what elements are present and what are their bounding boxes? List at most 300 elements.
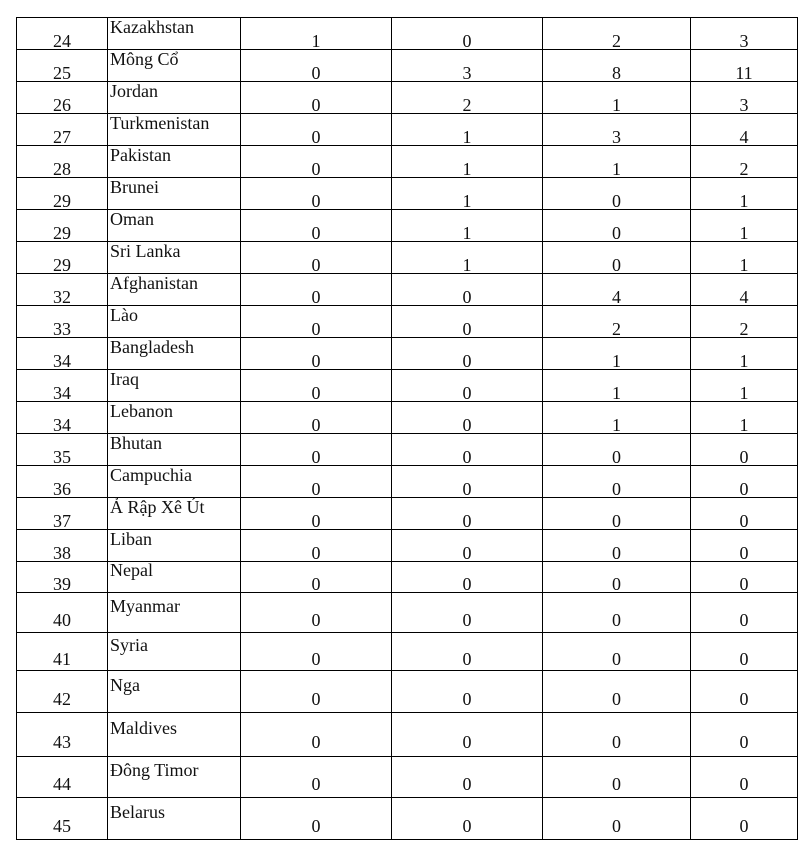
medal-count: 0 xyxy=(612,446,621,467)
medal-count: 0 xyxy=(612,254,621,275)
medal-count: 0 xyxy=(311,478,321,499)
rank-value: 32 xyxy=(53,286,71,307)
medal-count: 0 xyxy=(612,190,621,211)
cell-v2 xyxy=(392,274,543,306)
cell-rank xyxy=(17,82,108,114)
cell-v1 xyxy=(241,370,392,402)
rank-value: 43 xyxy=(53,731,71,752)
cell-v4 xyxy=(691,338,798,370)
country-name: Jordan xyxy=(110,80,158,101)
cell-v1 xyxy=(241,114,392,146)
cell-v4 xyxy=(691,466,798,498)
table-row xyxy=(17,306,798,338)
medal-count: 0 xyxy=(311,574,321,594)
cell-name xyxy=(108,593,241,633)
country-name: Ả Rập Xê Út xyxy=(110,496,205,517)
medal-count: 0 xyxy=(462,478,472,499)
cell-v2 xyxy=(392,498,543,530)
cell-v2 xyxy=(392,306,543,338)
table-row xyxy=(17,50,798,82)
cell-v3 xyxy=(543,274,691,306)
cell-rank xyxy=(17,798,108,840)
cell-v2 xyxy=(392,402,543,434)
cell-v2 xyxy=(392,671,543,713)
medal-count: 0 xyxy=(311,542,321,563)
cell-name xyxy=(108,713,241,757)
medal-count: 0 xyxy=(739,478,749,499)
country-name: Belarus xyxy=(110,801,165,822)
medal-count: 3 xyxy=(612,126,621,147)
medal-count: 0 xyxy=(311,688,321,709)
medal-count: 0 xyxy=(462,30,472,51)
cell-v3 xyxy=(543,671,691,713)
cell-rank xyxy=(17,530,108,562)
cell-v3 xyxy=(543,82,691,114)
medal-count: 3 xyxy=(462,62,472,83)
country-name: Syria xyxy=(110,634,148,655)
country-name: Mông Cổ xyxy=(110,48,179,69)
country-name: Kazakhstan xyxy=(110,16,194,37)
cell-rank xyxy=(17,402,108,434)
medal-count: 0 xyxy=(612,222,621,243)
cell-v3 xyxy=(543,210,691,242)
cell-name xyxy=(108,306,241,338)
cell-v4 xyxy=(691,210,798,242)
medal-count: 0 xyxy=(462,574,472,594)
medal-count: 0 xyxy=(462,318,472,339)
cell-v1 xyxy=(241,402,392,434)
cell-v4 xyxy=(691,562,798,593)
cell-v4 xyxy=(691,242,798,274)
table-row xyxy=(17,146,798,178)
cell-name xyxy=(108,498,241,530)
table-row xyxy=(17,82,798,114)
country-name: Afghanistan xyxy=(110,272,198,293)
medal-count: 4 xyxy=(612,286,621,307)
cell-v2 xyxy=(392,713,543,757)
cell-v2 xyxy=(392,633,543,671)
cell-v4 xyxy=(691,593,798,633)
cell-v3 xyxy=(543,713,691,757)
cell-v2 xyxy=(392,146,543,178)
country-name: Đông Timor xyxy=(110,760,199,780)
cell-name xyxy=(108,146,241,178)
medal-count: 0 xyxy=(462,542,472,563)
cell-v1 xyxy=(241,82,392,114)
cell-v4 xyxy=(691,434,798,466)
rank-value: 36 xyxy=(53,478,71,499)
cell-v2 xyxy=(392,798,543,840)
medal-count: 0 xyxy=(462,350,472,371)
cell-v3 xyxy=(543,338,691,370)
cell-rank xyxy=(17,242,108,274)
medal-count: 0 xyxy=(462,815,472,836)
cell-v1 xyxy=(241,18,392,50)
table-row xyxy=(17,402,798,434)
medal-count: 1 xyxy=(739,350,749,371)
medal-count: 4 xyxy=(739,126,749,147)
medal-count: 8 xyxy=(612,62,621,83)
medal-count: 0 xyxy=(462,446,472,467)
rank-value: 41 xyxy=(53,648,71,669)
cell-name xyxy=(108,562,241,593)
medal-count: 0 xyxy=(612,815,621,836)
rank-value: 24 xyxy=(53,30,71,51)
rank-value: 34 xyxy=(53,350,71,371)
medal-count: 0 xyxy=(462,731,472,752)
country-name: Turkmenistan xyxy=(110,112,210,133)
cell-v3 xyxy=(543,633,691,671)
country-name: Oman xyxy=(110,208,154,229)
cell-v3 xyxy=(543,562,691,593)
medal-count: 0 xyxy=(739,542,749,563)
rank-value: 38 xyxy=(53,542,71,563)
medal-count: 1 xyxy=(739,254,749,275)
cell-name xyxy=(108,242,241,274)
cell-v4 xyxy=(691,114,798,146)
cell-v2 xyxy=(392,370,543,402)
medal-count: 1 xyxy=(311,30,321,51)
medal-count: 0 xyxy=(311,222,321,243)
table-row xyxy=(17,757,798,798)
medal-count: 0 xyxy=(311,382,321,403)
rank-value: 25 xyxy=(53,62,71,83)
cell-v1 xyxy=(241,593,392,633)
cell-rank xyxy=(17,18,108,50)
cell-v3 xyxy=(543,466,691,498)
medal-count: 3 xyxy=(739,30,749,51)
cell-v4 xyxy=(691,178,798,210)
medal-count: 0 xyxy=(311,190,321,211)
cell-name xyxy=(108,114,241,146)
cell-v1 xyxy=(241,530,392,562)
cell-rank xyxy=(17,178,108,210)
cell-v3 xyxy=(543,146,691,178)
rank-value: 37 xyxy=(53,510,71,531)
medal-count: 0 xyxy=(612,510,621,531)
cell-v3 xyxy=(543,50,691,82)
cell-name xyxy=(108,210,241,242)
cell-v1 xyxy=(241,338,392,370)
table-row xyxy=(17,178,798,210)
cell-v1 xyxy=(241,274,392,306)
rank-value: 28 xyxy=(53,158,71,179)
medal-count: 2 xyxy=(739,158,749,179)
cell-v4 xyxy=(691,402,798,434)
medal-count: 0 xyxy=(311,648,321,669)
cell-rank xyxy=(17,114,108,146)
medal-count: 11 xyxy=(735,62,753,83)
cell-rank xyxy=(17,370,108,402)
cell-v1 xyxy=(241,798,392,840)
cell-name xyxy=(108,50,241,82)
cell-rank xyxy=(17,466,108,498)
rank-value: 40 xyxy=(53,609,71,630)
medal-count: 0 xyxy=(311,350,321,371)
cell-name xyxy=(108,402,241,434)
cell-v3 xyxy=(543,402,691,434)
cell-v2 xyxy=(392,178,543,210)
cell-v2 xyxy=(392,562,543,593)
medal-count: 0 xyxy=(612,731,621,752)
cell-v1 xyxy=(241,50,392,82)
medal-count: 0 xyxy=(462,286,472,307)
cell-rank xyxy=(17,671,108,713)
table-row xyxy=(17,713,798,757)
medal-count: 0 xyxy=(311,286,321,307)
rank-value: 29 xyxy=(53,254,71,275)
cell-rank xyxy=(17,562,108,593)
cell-name xyxy=(108,178,241,210)
medal-count: 1 xyxy=(462,254,472,275)
medal-count: 0 xyxy=(612,688,621,709)
medal-count: 0 xyxy=(462,382,472,403)
medal-table-body xyxy=(17,18,798,840)
medal-count: 1 xyxy=(462,158,472,179)
medal-count: 0 xyxy=(311,126,321,147)
cell-v1 xyxy=(241,178,392,210)
medal-count: 0 xyxy=(739,510,749,531)
country-name: Bhutan xyxy=(110,432,162,453)
medal-count: 3 xyxy=(739,94,749,115)
rank-value: 44 xyxy=(53,774,71,794)
medal-count: 0 xyxy=(612,648,621,669)
cell-v1 xyxy=(241,562,392,593)
country-name: Campuchia xyxy=(110,464,192,485)
cell-name xyxy=(108,82,241,114)
cell-v1 xyxy=(241,210,392,242)
cell-v2 xyxy=(392,530,543,562)
country-name: Bangladesh xyxy=(110,336,194,357)
country-name: Myanmar xyxy=(110,595,180,616)
medal-count: 0 xyxy=(462,510,472,531)
cell-v4 xyxy=(691,530,798,562)
cell-v2 xyxy=(392,18,543,50)
country-name: Maldives xyxy=(110,717,177,738)
medal-count: 0 xyxy=(612,542,621,563)
cell-v2 xyxy=(392,338,543,370)
medal-count: 0 xyxy=(311,94,321,115)
medal-count: 1 xyxy=(739,414,749,435)
medal-count: 0 xyxy=(739,774,749,794)
country-name: Brunei xyxy=(110,176,159,197)
cell-v3 xyxy=(543,114,691,146)
cell-v1 xyxy=(241,306,392,338)
cell-v4 xyxy=(691,306,798,338)
table-row xyxy=(17,274,798,306)
cell-v3 xyxy=(543,757,691,798)
cell-v4 xyxy=(691,146,798,178)
cell-v1 xyxy=(241,498,392,530)
medal-count: 1 xyxy=(462,190,472,211)
country-name: Nga xyxy=(110,674,140,695)
rank-value: 35 xyxy=(53,446,71,467)
cell-v1 xyxy=(241,466,392,498)
medal-count: 1 xyxy=(612,94,621,115)
cell-rank xyxy=(17,210,108,242)
cell-v3 xyxy=(543,306,691,338)
cell-rank xyxy=(17,713,108,757)
rank-value: 29 xyxy=(53,222,71,243)
cell-v3 xyxy=(543,593,691,633)
country-name: Nepal xyxy=(110,560,153,580)
cell-v1 xyxy=(241,713,392,757)
country-name: Lebanon xyxy=(110,400,173,421)
medal-count: 0 xyxy=(739,609,749,630)
table-row xyxy=(17,114,798,146)
rank-value: 39 xyxy=(53,574,71,594)
cell-v1 xyxy=(241,242,392,274)
cell-name xyxy=(108,434,241,466)
medal-count: 0 xyxy=(462,609,472,630)
medal-count: 0 xyxy=(612,478,621,499)
cell-name xyxy=(108,671,241,713)
cell-v1 xyxy=(241,146,392,178)
cell-v4 xyxy=(691,757,798,798)
medal-table-container xyxy=(16,17,798,840)
medal-count: 0 xyxy=(311,318,321,339)
cell-v4 xyxy=(691,633,798,671)
medal-count: 0 xyxy=(311,774,321,794)
cell-rank xyxy=(17,498,108,530)
cell-v4 xyxy=(691,370,798,402)
medal-count: 0 xyxy=(311,815,321,836)
medal-count: 0 xyxy=(311,510,321,531)
medal-count: 4 xyxy=(739,286,749,307)
cell-v3 xyxy=(543,242,691,274)
cell-v3 xyxy=(543,18,691,50)
cell-name xyxy=(108,633,241,671)
cell-v2 xyxy=(392,593,543,633)
cell-v3 xyxy=(543,498,691,530)
rank-value: 33 xyxy=(53,318,71,339)
medal-count: 1 xyxy=(612,350,621,371)
medal-count: 0 xyxy=(311,254,321,275)
cell-rank xyxy=(17,757,108,798)
rank-value: 27 xyxy=(53,126,71,147)
cell-name xyxy=(108,18,241,50)
cell-v2 xyxy=(392,434,543,466)
cell-name xyxy=(108,757,241,798)
cell-name xyxy=(108,798,241,840)
cell-name xyxy=(108,274,241,306)
medal-count: 1 xyxy=(612,158,621,179)
cell-name xyxy=(108,530,241,562)
table-row xyxy=(17,798,798,840)
cell-v3 xyxy=(543,178,691,210)
cell-v3 xyxy=(543,434,691,466)
table-row xyxy=(17,671,798,713)
cell-rank xyxy=(17,50,108,82)
cell-v2 xyxy=(392,114,543,146)
cell-v2 xyxy=(392,210,543,242)
medal-count: 0 xyxy=(311,731,321,752)
table-row xyxy=(17,633,798,671)
table-row xyxy=(17,210,798,242)
cell-name xyxy=(108,466,241,498)
table-row xyxy=(17,562,798,593)
medal-count: 0 xyxy=(311,414,321,435)
rank-value: 26 xyxy=(53,94,71,115)
medal-count: 1 xyxy=(462,126,472,147)
medal-count: 1 xyxy=(612,414,621,435)
medal-count: 0 xyxy=(739,648,749,669)
country-name: Lào xyxy=(110,304,138,325)
medal-count: 0 xyxy=(311,609,321,630)
table-row xyxy=(17,466,798,498)
cell-v2 xyxy=(392,757,543,798)
table-row xyxy=(17,498,798,530)
medal-count: 1 xyxy=(739,222,749,243)
medal-count: 2 xyxy=(739,318,749,339)
cell-v2 xyxy=(392,242,543,274)
cell-v3 xyxy=(543,370,691,402)
country-name: Sri Lanka xyxy=(110,240,181,261)
cell-v4 xyxy=(691,82,798,114)
cell-v2 xyxy=(392,82,543,114)
cell-v4 xyxy=(691,50,798,82)
rank-value: 34 xyxy=(53,382,71,403)
medal-table xyxy=(16,17,798,840)
country-name: Iraq xyxy=(110,368,139,389)
cell-v1 xyxy=(241,633,392,671)
medal-count: 0 xyxy=(739,731,749,752)
cell-name xyxy=(108,370,241,402)
cell-v4 xyxy=(691,18,798,50)
cell-rank xyxy=(17,306,108,338)
table-row xyxy=(17,434,798,466)
cell-rank xyxy=(17,274,108,306)
cell-name xyxy=(108,338,241,370)
medal-count: 0 xyxy=(739,688,749,709)
table-row xyxy=(17,593,798,633)
cell-v4 xyxy=(691,671,798,713)
table-row xyxy=(17,18,798,50)
cell-v4 xyxy=(691,498,798,530)
table-row xyxy=(17,338,798,370)
medal-count: 2 xyxy=(612,30,621,51)
cell-v1 xyxy=(241,757,392,798)
cell-v2 xyxy=(392,466,543,498)
medal-count: 0 xyxy=(739,574,749,594)
cell-v1 xyxy=(241,671,392,713)
cell-rank xyxy=(17,633,108,671)
medal-count: 0 xyxy=(462,648,472,669)
cell-rank xyxy=(17,593,108,633)
medal-count: 0 xyxy=(612,774,621,794)
medal-count: 1 xyxy=(739,190,749,211)
medal-count: 0 xyxy=(462,774,472,794)
medal-count: 1 xyxy=(462,222,472,243)
country-name: Liban xyxy=(110,528,152,549)
rank-value: 42 xyxy=(53,688,71,709)
table-row xyxy=(17,242,798,274)
medal-count: 1 xyxy=(739,382,749,403)
medal-count: 0 xyxy=(311,62,321,83)
cell-rank xyxy=(17,338,108,370)
country-name: Pakistan xyxy=(110,144,171,165)
table-row xyxy=(17,370,798,402)
medal-count: 0 xyxy=(612,609,621,630)
medal-count: 2 xyxy=(612,318,621,339)
cell-v3 xyxy=(543,798,691,840)
cell-v2 xyxy=(392,50,543,82)
rank-value: 29 xyxy=(53,190,71,211)
cell-v1 xyxy=(241,434,392,466)
medal-count: 0 xyxy=(612,574,621,594)
cell-v4 xyxy=(691,713,798,757)
cell-rank xyxy=(17,434,108,466)
